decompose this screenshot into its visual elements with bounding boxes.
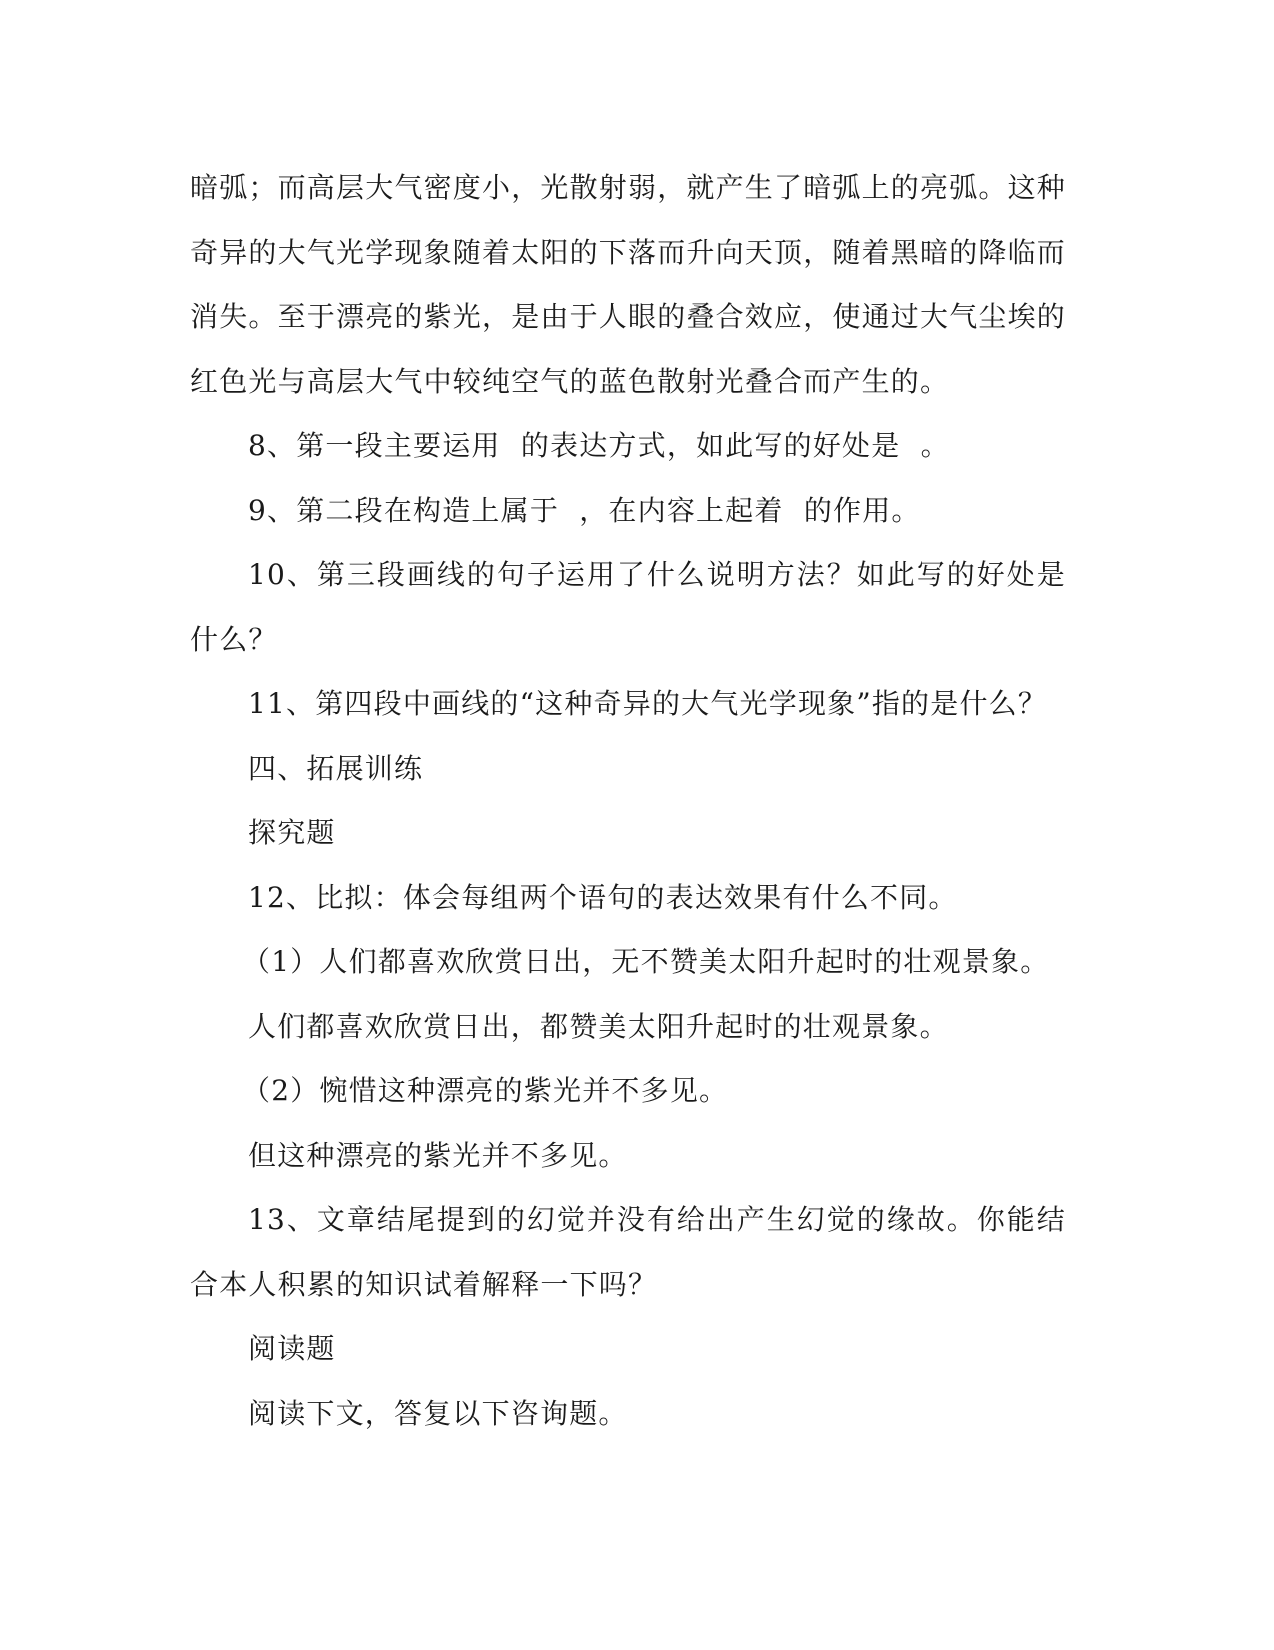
document-body [190, 156, 1066, 1446]
question-11: 11、第四段中画线的“这种奇异的大气光学现象”指的是什么？ [248, 687, 1048, 720]
question-13: 13、文章结尾提到的幻觉并没有给出产生幻觉的缘故。你能结合本人积累的知识试着解释一下吗？ [190, 1203, 1066, 1301]
question-10: 10、第三段画线的句子运用了什么说明方法？如此写的好处是什么？ [190, 558, 1066, 656]
section-heading-extension: 四、拓展训练 [248, 751, 424, 785]
question-12-pair-1-b: 人们都喜欢欣赏日出，都赞美太阳升起时的壮观景象。 [248, 1009, 949, 1043]
question-9: 9、第二段在构造上属于 ，在内容上起着 的作用。 [248, 493, 921, 527]
reading-instruction: 阅读下文，答复以下咨询题。 [248, 1396, 628, 1430]
subheading-explore: 探究题 [248, 816, 336, 849]
question-8: 8、第一段主要运用 的表达方式，如此写的好处是 。 [248, 429, 950, 462]
question-12-pair-2-a: （2）惋惜这种漂亮的紫光并不多见。 [242, 1074, 729, 1107]
paragraph-continuation: 暗弧；而高层大气密度小，光散射弱，就产生了暗弧上的亮弧。这种奇异的大气光学现象随着太阳的下落而升向天顶，随着黑暗的降临而消失。至于漂亮的紫光，是由于人眼的叠合效应，使通过大气尘埃的红色光与高层大气中较纯空气的蓝色散射光叠合而产生的。 [190, 171, 1067, 398]
question-12-pair-2-b: 但这种漂亮的紫光并不多见。 [248, 1138, 628, 1172]
question-12: 12、比拟：体会每组两个语句的表达效果有什么不同。 [248, 880, 958, 914]
question-12-pair-1-a: （1）人们都喜欢欣赏日出，无不赞美太阳升起时的壮观景象。 [242, 945, 1050, 978]
subheading-reading: 阅读题 [248, 1332, 336, 1365]
